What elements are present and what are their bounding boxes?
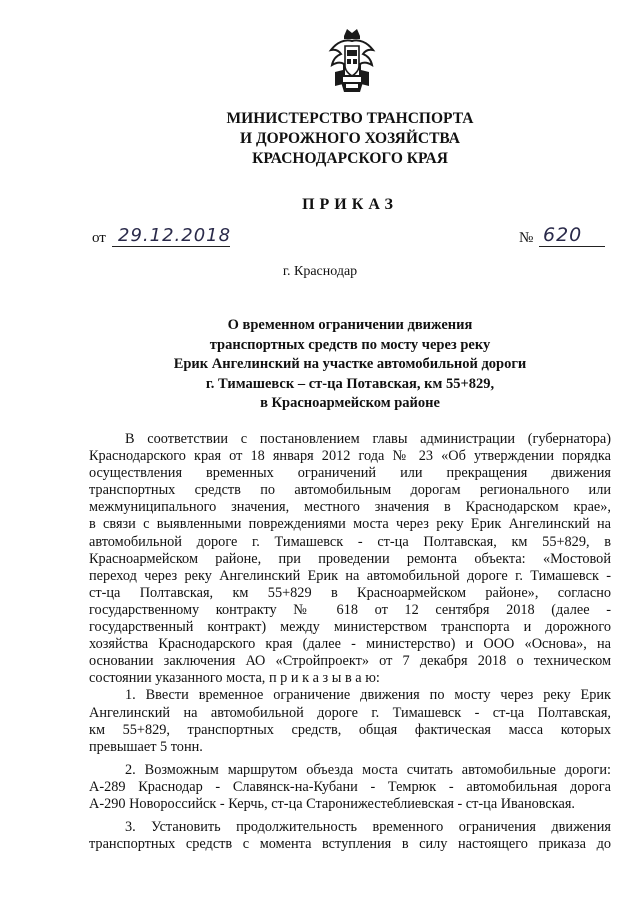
body-line: превышает 5 тонн.	[89, 738, 203, 755]
order-body	[89, 431, 611, 853]
order-subject	[140, 316, 560, 414]
ministry-line: КРАСНОДАРСКОГО КРАЯ	[252, 150, 448, 167]
date-value: 29.12.2018	[118, 225, 232, 246]
body-line: Красноармейском районе, при проведении ремонта объекта: «Мостовой	[89, 550, 611, 567]
body-line: 2. Возможным маршрутом объезда моста считать автомобильные дороги:	[125, 761, 611, 778]
number-value: 620	[543, 224, 583, 246]
body-line: Ангелинский на автомобильной дороге г. Тимашевск - ст-ца Полтавская,	[89, 704, 611, 721]
subject-line: О временном ограничении движения	[227, 317, 473, 333]
number-underline	[539, 246, 605, 247]
body-line: км 55+829, транспортных средств, общая фактическая масса которых	[89, 721, 611, 738]
order-date	[92, 226, 242, 250]
body-line: А-289 Краснодар - Славянск-на-Кубани - Темрюк - автомобильная дорога	[89, 778, 611, 795]
ministry-line: МИНИСТЕРСТВО ТРАНСПОРТА	[226, 110, 474, 127]
ministry-line: И ДОРОЖНОГО ХОЗЯЙСТВА	[240, 130, 460, 147]
subject-line: в Красноармейском районе	[260, 395, 440, 411]
body-line: осуществления временных ограничений или прекращения движения	[89, 465, 611, 482]
subject-line: г. Тимашевск – ст-ца Потавская, км 55+829,	[205, 375, 495, 392]
body-line: транспортных средств по автомобильным дорогам регионального или	[89, 482, 611, 499]
body-line: в связи с выявленными повреждениями моста через реку Ерик Ангелинский на	[89, 516, 611, 533]
body-line: хозяйства Краснодарского края (далее - министерство) и ООО «Основа», на	[89, 636, 611, 653]
order-title: ПРИКАЗ	[302, 196, 398, 213]
body-line: автомобильной дороге г. Тимашевск - ст-ца Полтавская, км 55+829, в	[89, 533, 611, 550]
subject-line: Ерик Ангелинский на участке автомобильной дороги	[173, 356, 527, 372]
body-line: государственный контракт) между министерством транспорта и дорожного	[89, 619, 611, 636]
body-line: основании заключения АО «Стройпроект» от 7 декабря 2018 о техническом	[89, 653, 611, 670]
body-line: В соответствии с постановлением главы администрации (губернатора)	[125, 431, 611, 447]
body-line: А-290 Новороссийск - Керчь, ст-ца Старонижестеблиевская - ст-ца Ивановская.	[89, 795, 576, 812]
body-line: транспортных средств с момента вступления в силу настоящего приказа до	[89, 836, 611, 853]
number-prefix: №	[519, 230, 534, 246]
date-prefix: от	[92, 230, 106, 246]
body-line: межмуниципального значения, местного значения в Краснодарском крае»,	[89, 499, 611, 516]
ministry-name	[180, 109, 520, 169]
body-line: ст-ца Полтавская, км 55+829 в Красноармейском районе», согласно	[89, 584, 611, 601]
coat-of-arms-icon	[327, 26, 377, 96]
body-line: Краснодарского края от 18 января 2012 года № 23 «Об утверждении порядка	[89, 448, 611, 465]
body-line: 1. Ввести временное ограничение движения по мосту через реку Ерик	[125, 687, 611, 704]
date-underline	[112, 246, 230, 247]
body-line: государственному контракту № 618 от 12 сентября 2018 (далее -	[89, 601, 611, 618]
body-line: состоянии указанного моста, п р и к а з ы в а ю:	[89, 670, 380, 687]
subject-line: транспортных средств по мосту через реку	[209, 336, 491, 353]
body-line: переход через реку Ангелинский Ерик на автомобильной дороге г. Тимашевск -	[89, 567, 611, 584]
body-line: 3. Установить продолжительность временного ограничения движения	[125, 819, 611, 836]
city: г. Краснодар	[282, 264, 358, 279]
order-number	[519, 226, 609, 250]
